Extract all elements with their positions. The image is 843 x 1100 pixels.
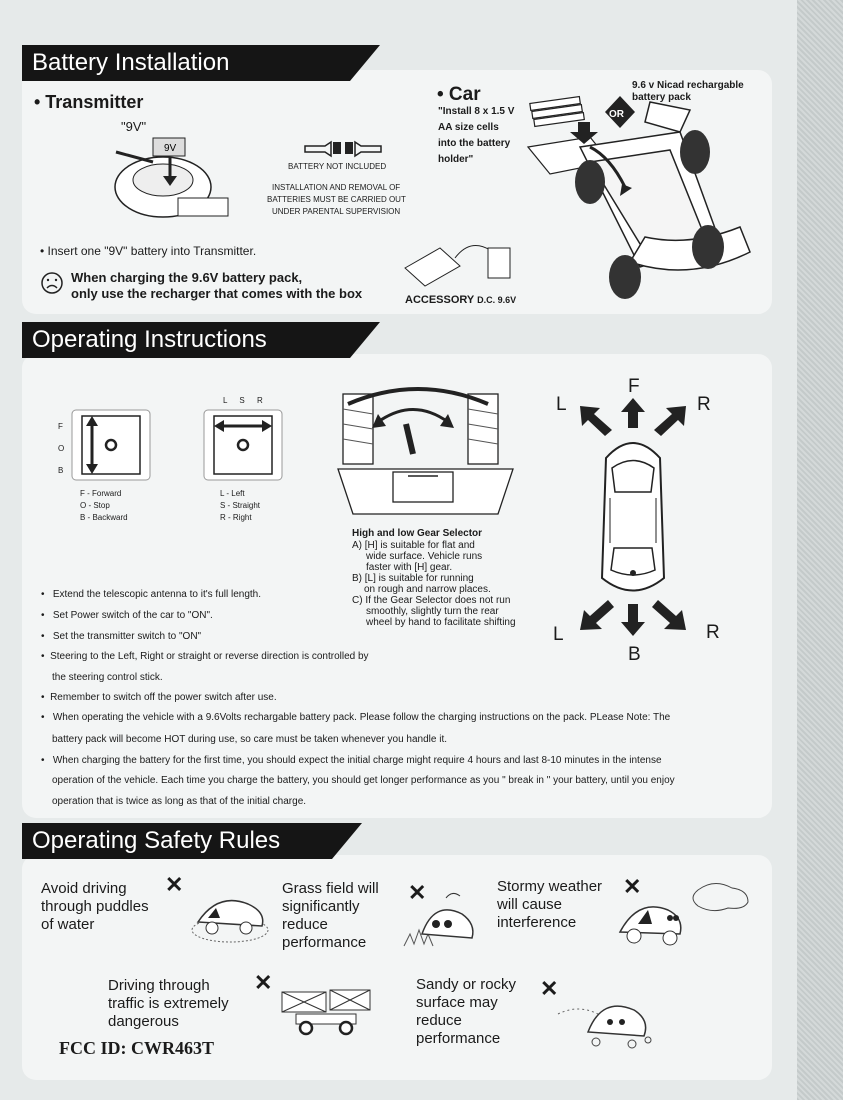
rule-grass-line-3: reduce [282,916,328,933]
car-install-line-3: into the battery [438,138,511,149]
nine-volt-label: "9V" [121,119,147,134]
battery-not-included: BATTERY NOT INCLUDED [288,162,387,171]
bullet-5: • Remember to switch off the power switch after use. [41,692,277,703]
rule-puddles-line-2: through puddles [41,898,149,915]
bullet-3-text: Set the transmitter switch to "ON" [52,631,202,642]
bullet-4-text: Steering to the Left, Right or straight or reverse direction is controlled by [50,651,369,662]
fcc-id: FCC ID: CWR463T [59,1038,214,1058]
rule-grass-line-4: performance [282,934,367,951]
bullet-2-text: Set Power switch of the car to "ON". [52,610,213,621]
lsr-letter-s: S [239,396,245,405]
car-install-line-4: holder" [438,154,474,165]
fob-letter-o: O [58,444,65,453]
x-mark-icon: ✕ [165,872,184,897]
rule-traffic [108,977,229,1031]
rule-grass [282,880,379,952]
bullet-4-continued: the steering control stick. [52,672,163,683]
bullet-1-text: Extend the telescopic antenna to it's full length. [52,589,261,600]
gear-line-b2: on rough and narrow places. [364,584,491,595]
section-title-operating: Operating Instructions [22,322,350,358]
direction-left-bottom: L [553,624,564,645]
bullet-3: • Set the transmitter switch to "ON" [41,631,202,642]
car-in-storm-icon [610,876,760,952]
gear-line-c: C) If the Gear Selector does not run [352,595,511,606]
car-install-line-2: AA size cells [438,122,499,133]
parental-line-2: BATTERIES MUST BE CARRIED OUT [267,195,406,204]
car-install-line-1: "Install 8 x 1.5 V [438,106,515,117]
car-chassis-illustration [520,92,760,310]
gear-line-c2: smoothly, slightly turn the rear [366,606,499,617]
steering-stick-diagram [202,408,284,482]
transmitter-battery-illustration [108,132,248,222]
bullet-6-continued: battery pack will become HOT during use, so care must be taken whenever you handle it. [52,734,448,745]
fob-legend [80,488,128,524]
rule-puddles-line-3: of water [41,916,95,933]
legend-forward: F - Forward [80,489,122,498]
page-margin [797,0,843,1100]
bullet-7-continued-2: operation that is twice as long as that of the initial charge. [52,796,307,807]
insert-battery-note: • Insert one "9V" battery into Transmitter. [40,244,257,258]
accessory-text: ACCESSORY [405,294,475,306]
rule-sandy-line-3: reduce [416,1012,462,1029]
nicad-line-2: battery pack [632,92,691,103]
rule-traffic-line-2: traffic is extremely [108,995,229,1012]
rule-grass-line-2: significantly [282,898,360,915]
charging-warning-line-1: When charging the 9.6V battery pack, [71,270,303,285]
section-title-battery: Battery Installation [22,45,350,81]
rule-storm-line-2: will cause [497,896,563,913]
direction-backward: B [628,644,641,665]
or-burst-label: OR [609,109,624,120]
lsr-letter-l: L [223,396,228,405]
rule-puddles-line-1: Avoid driving [41,880,127,897]
x-mark-icon: ✕ [540,976,559,1001]
rule-storm-line-3: interference [497,914,577,931]
truck-in-traffic-icon [276,986,376,1036]
x-mark-icon: ✕ [254,970,273,995]
gear-selector-illustration [318,384,533,528]
x-mark-icon: ✕ [623,874,642,899]
bullet-5-text: Remember to switch off the power switch after use. [50,692,277,703]
transmitter-heading: • Transmitter [34,92,144,112]
bullet-1: • Extend the telescopic antenna to it's full length. [41,589,261,600]
nicad-line-1: 9.6 v Nicad rechargable [632,80,744,91]
rule-sandy-line-4: performance [416,1030,501,1047]
rule-sandy [416,976,516,1048]
rule-sandy-line-2: surface may [416,994,498,1011]
lsr-letter-r: R [256,396,263,405]
bullet-6-text: When operating the vehicle with a 9.6Volts rechargable battery pack. Please follow the charging instructions on the pack. PLease Note: The [52,712,671,723]
bullet-7-text: When charging the battery for the first time, you should expect the initial charge might require 4 hours and last 8-10 minutes in the intense [52,755,662,766]
fob-letters [58,416,64,482]
rule-puddles [41,880,149,934]
rule-sandy-line-1: Sandy or rocky [416,976,517,993]
lsr-letters [223,396,263,405]
car-heading: • Car [437,84,481,105]
legend-straight: S - Straight [220,501,261,510]
car-on-rocks-icon [548,984,668,1054]
gear-line-c3: wheel by hand to facilitate shifting [366,617,516,628]
gear-line-a: A) [H] is suitable for flat and [352,540,475,551]
car-in-grass-icon [400,890,482,954]
bullet-7-continued: operation of the vehicle. Each time you charge the battery, you should get longer performance as you " break in " your battery, until you enjoy [52,775,675,786]
rule-grass-line-1: Grass field will [282,880,379,897]
section-title-safety: Operating Safety Rules [22,823,332,859]
charging-warning-line-2: only use the recharger that comes with the box [71,286,363,301]
car-direction-diagram [570,398,700,644]
throttle-stick-diagram [70,408,152,482]
fob-letter-f: F [58,422,63,431]
legend-stop: O - Stop [80,501,110,510]
bullet-2: • Set Power switch of the car to "ON". [41,610,213,621]
direction-right-bottom: R [706,622,720,643]
gear-line-b: B) [L] is suitable for running [352,573,474,584]
bullet-6: • When operating the vehicle with a 9.6Volts rechargable battery pack. Please follow the charging instructions on the pack. PLease Note: The [41,712,671,723]
charger-illustration [400,238,520,296]
legend-backward: B - Backward [80,513,128,522]
bullet-4: • Steering to the Left, Right or straight or reverse direction is controlled by [41,651,369,662]
car-in-puddle-icon [190,882,270,946]
sad-face-icon [40,271,64,295]
legend-right: R - Right [220,513,252,522]
direction-forward: F [628,376,640,397]
parental-line-3: UNDER PARENTAL SUPERVISION [272,207,401,216]
pointing-hands-icon [303,138,383,158]
x-mark-icon: ✕ [408,880,427,905]
direction-left-top: L [556,394,567,415]
accessory-dc: D.C. 9.6V [477,295,517,305]
direction-right-top: R [697,394,711,415]
gear-line-a3: faster with [H] gear. [366,562,453,573]
rule-traffic-line-1: Driving through [108,977,210,994]
rule-storm-line-1: Stormy weather [497,878,603,895]
accessory-label [405,294,516,306]
lsr-legend [220,488,260,524]
parental-line-1: INSTALLATION AND REMOVAL OF [272,183,401,192]
fob-letter-b: B [58,466,64,475]
rule-storm [497,878,602,932]
rule-traffic-line-3: dangerous [108,1013,179,1030]
legend-left: L - Left [220,489,245,498]
bullet-7: • When charging the battery for the first time, you should expect the initial charge might require 4 hours and last 8-10 minutes in the intense [41,755,662,766]
svg-text:9V: 9V [164,143,177,154]
gear-line-a2: wide surface. Vehicle runs [366,551,483,562]
gear-selector-title: High and low Gear Selector [352,528,483,539]
